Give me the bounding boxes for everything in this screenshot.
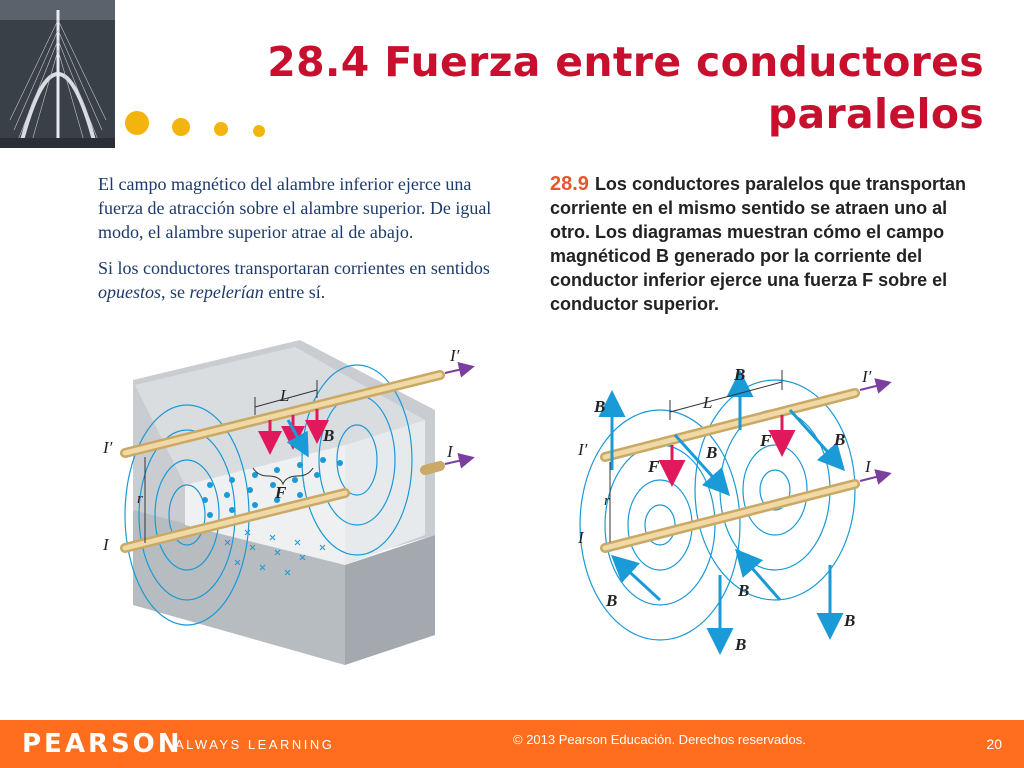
label-B: B [594, 397, 606, 416]
label-I-prime-top: I′ [862, 367, 872, 386]
title-line-2: paralelos [767, 90, 984, 138]
label-I-left: I [578, 528, 584, 547]
slide-title [184, 36, 984, 140]
para2-part-a: Si los conductores transportaran corrientes en sentidos [98, 258, 490, 278]
figure-number: 28.9 [550, 173, 589, 195]
figure-caption [550, 172, 970, 316]
label-B: B [606, 591, 618, 610]
pearson-logo: PEARSON [22, 729, 183, 759]
para2-part-c: , se [161, 282, 190, 302]
label-B: B [844, 611, 856, 630]
para2-part-d: repelerían [189, 282, 264, 302]
title-line-1: 28.4 Fuerza entre conductores [267, 38, 984, 86]
label-I-right: I [447, 442, 453, 461]
page-number: 20 [986, 736, 1002, 752]
field-lines-figure [550, 360, 895, 660]
label-r: r [137, 491, 143, 507]
label-I-prime-left: I′ [578, 440, 588, 459]
copyright-text: © 2013 Pearson Educación. Derechos reservados. [513, 732, 806, 747]
explanation-paragraph-1: El campo magnético del alambre inferior ejerce una fuerza de atracción sobre el alambre superior. De igual modo, el alambre superior atrae al de abajo. [98, 174, 492, 242]
explanation-text [98, 172, 518, 316]
label-B: B [323, 426, 335, 445]
label-F: F [760, 431, 772, 450]
label-I-prime-left: I′ [103, 438, 113, 457]
label-F: F [275, 483, 287, 502]
explanation-paragraph-2 [98, 256, 518, 304]
caption-text: Los conductores paralelos que transportan corriente en el mismo sentido se atraen uno al otro. Los diagramas muestran cómo el campo magnéticod B generado por la corriente del conductor inferior ejerce una fuerza F sobre el conductor superior. [550, 174, 967, 314]
label-B: B [706, 443, 718, 462]
label-B: B [735, 635, 747, 654]
para2-part-e: entre sí. [263, 282, 326, 302]
label-I-right: I [865, 457, 871, 476]
label-L: L [280, 386, 290, 405]
label-I-left: I [103, 535, 109, 554]
label-B: B [734, 365, 746, 384]
label-I-prime-top: I′ [450, 346, 460, 365]
para2-part-b: opuestos [98, 282, 161, 302]
footer-bar [0, 720, 1024, 768]
label-B: B [834, 430, 846, 449]
label-r: r [604, 493, 610, 509]
label-L: L [703, 393, 713, 412]
parallel-wires-3d-figure [95, 335, 480, 665]
label-F: F [648, 457, 660, 476]
label-B: B [738, 581, 750, 600]
footer-tagline: ALWAYS LEARNING [175, 737, 335, 752]
